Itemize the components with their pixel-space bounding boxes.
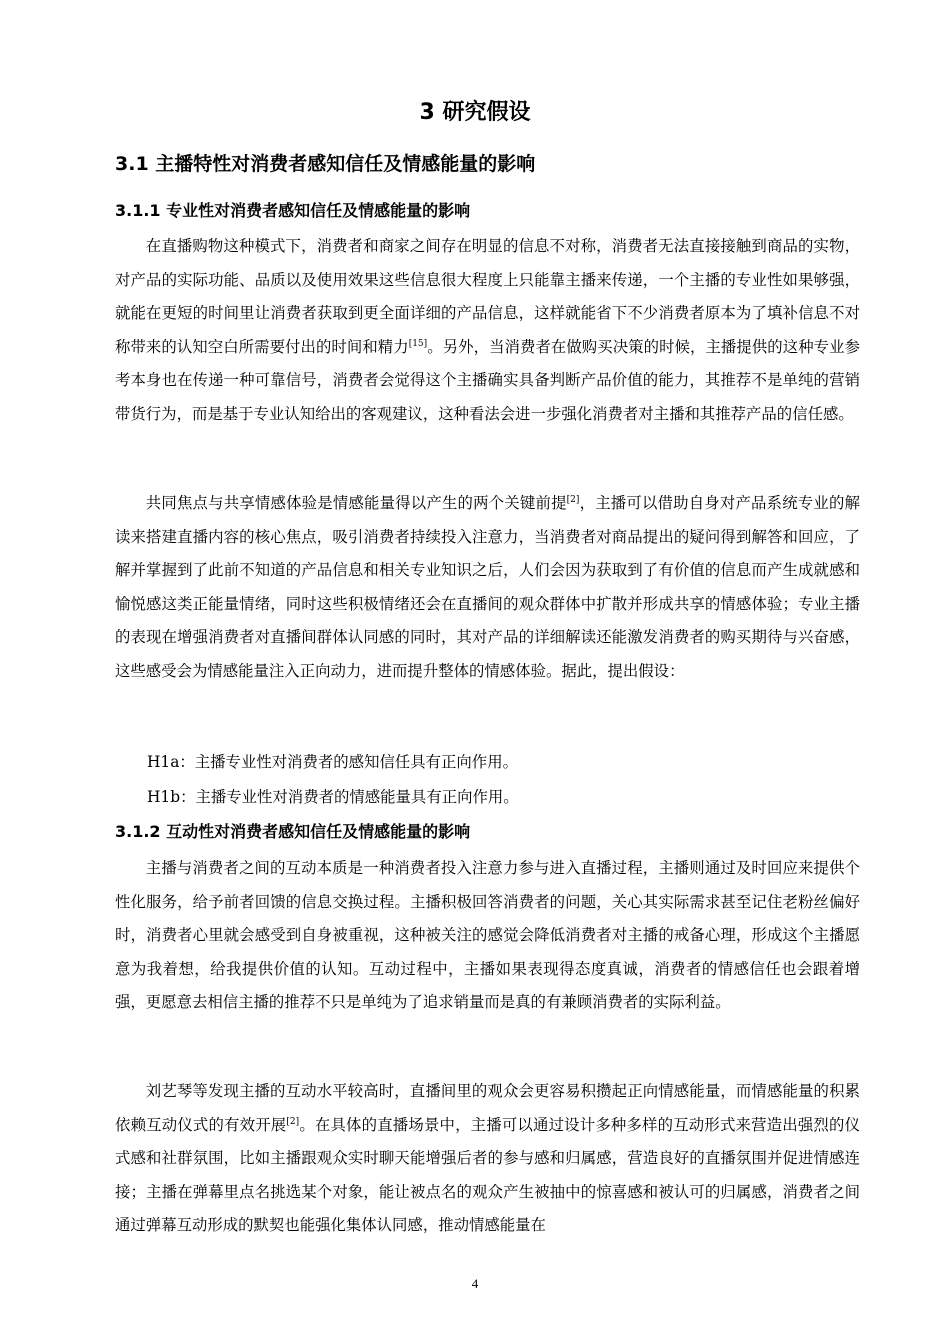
page-number: 4 [471, 1276, 479, 1291]
paragraph-interactivity-trust: 主播与消费者之间的互动本质是一种消费者投入注意力参与进入直播过程，主播则通过及时回应来提供个性化服务，给予前者回馈的信息交换过程。主播积极回答消费者的问题，关心其实际需求甚至记住老粉丝偏好时，消费者心里就会感受到自身被重视，这种被关注的感觉会降低消费者对主播的戒备心理，形成这个主播愿意为我着想，给我提供价值的认知。互动过程中，主播如果表现得态度真诚，消费者的情感信任也会跟着增强，更愿意去相信主播的推荐不只是单纯为了追求销量而是真的有兼顾消费者的实际利益。 [115, 859, 860, 1011]
paragraph-expertise-trust [115, 230, 860, 431]
subsection-heading-interactivity: 3.1.2 互动性对消费者感知信任及情感能量的影响 [115, 822, 471, 841]
paragraph-text: 。另外，当消费者在做购买决策的时候，主播提供的这种专业参考本身也在传递一种可靠信号，消费者会觉得这个主播确实具备判断产品价值的能力，其推荐不是单纯的营销带货行为，而是基于专业认知给出的客观建议，这种看法会进一步强化消费者对主播和其推荐产品的信任感。 [115, 337, 860, 423]
paragraph-text: 。在具体的直播场景中，主播可以通过设计多种多样的互动形式来营造出强烈的仪式感和社群氛围，比如主播跟观众实时聊天能增强后者的参与感和归属感，营造良好的直播氛围并促进情感连接；主播在弹幕里点名挑选某个对象，能让被点名的观众产生被抽中的惊喜感和被认可的归属感，消费者之间通过弹幕互动形成的默契也能强化集体认同感，推动情感能量在 [115, 1115, 860, 1234]
chapter-title: 3 研究假设 [419, 100, 531, 125]
paragraph-text: 刘艺琴等发现主播的互动水平较高时，直播间里的观众会更容易积攒起正向情感能量，而情感能量的积累依赖互动仪式的有效开展 [115, 1082, 860, 1134]
paragraph-text: 共同焦点与共享情感体验是情感能量得以产生的两个关键前提 [145, 494, 567, 512]
paragraph-expertise-energy [115, 487, 860, 688]
citation: [15] [408, 338, 428, 349]
paragraph-text: 在直播购物这种模式下，消费者和商家之间存在明显的信息不对称，消费者无法直接接触到商品的实物，对产品的实际功能、品质以及使用效果这些信息很大程度上只能靠主播来传递，一个主播的专业性如果够强，就能在更短的时间里让消费者获取到更全面详细的产品信息，这样就能省下不少消费者原本为了填补信息不对称带来的认知空白所需要付出的时间和精力 [115, 237, 860, 356]
hypothesis-h1a: H1a：主播专业性对消费者的感知信任具有正向作用。 [147, 753, 518, 771]
citation: [2] [286, 1116, 300, 1127]
subsection-heading-expertise: 3.1.1 专业性对消费者感知信任及情感能量的影响 [115, 201, 471, 220]
paragraph-text: ，主播可以借助自身对产品系统专业的解读来搭建直播内容的核心焦点，吸引消费者持续投入注意力，当消费者对商品提出的疑问得到解答和回应，了解并掌握到了此前不知道的产品信息和相关专业知识之后，人们会因为获取到了有价值的信息而产生成就感和愉悦感这类正能量情绪，同时这些积极情绪还会在直播间的观众群体中扩散并形成共享的情感体验；专业主播的表现在增强消费者对直播间群体认同感的同时，其对产品的详细解读还能激发消费者的购买期待与兴奋感，这些感受会为情感能量注入正向动力，进而提升整体的情感体验。据此，提出假设： [115, 494, 860, 680]
hypothesis-h1b: H1b：主播专业性对消费者的情感能量具有正向作用。 [147, 788, 519, 806]
section-heading: 3.1 主播特性对消费者感知信任及情感能量的影响 [115, 153, 536, 175]
paragraph-interactivity-energy [115, 1075, 860, 1243]
citation: [2] [566, 495, 580, 505]
